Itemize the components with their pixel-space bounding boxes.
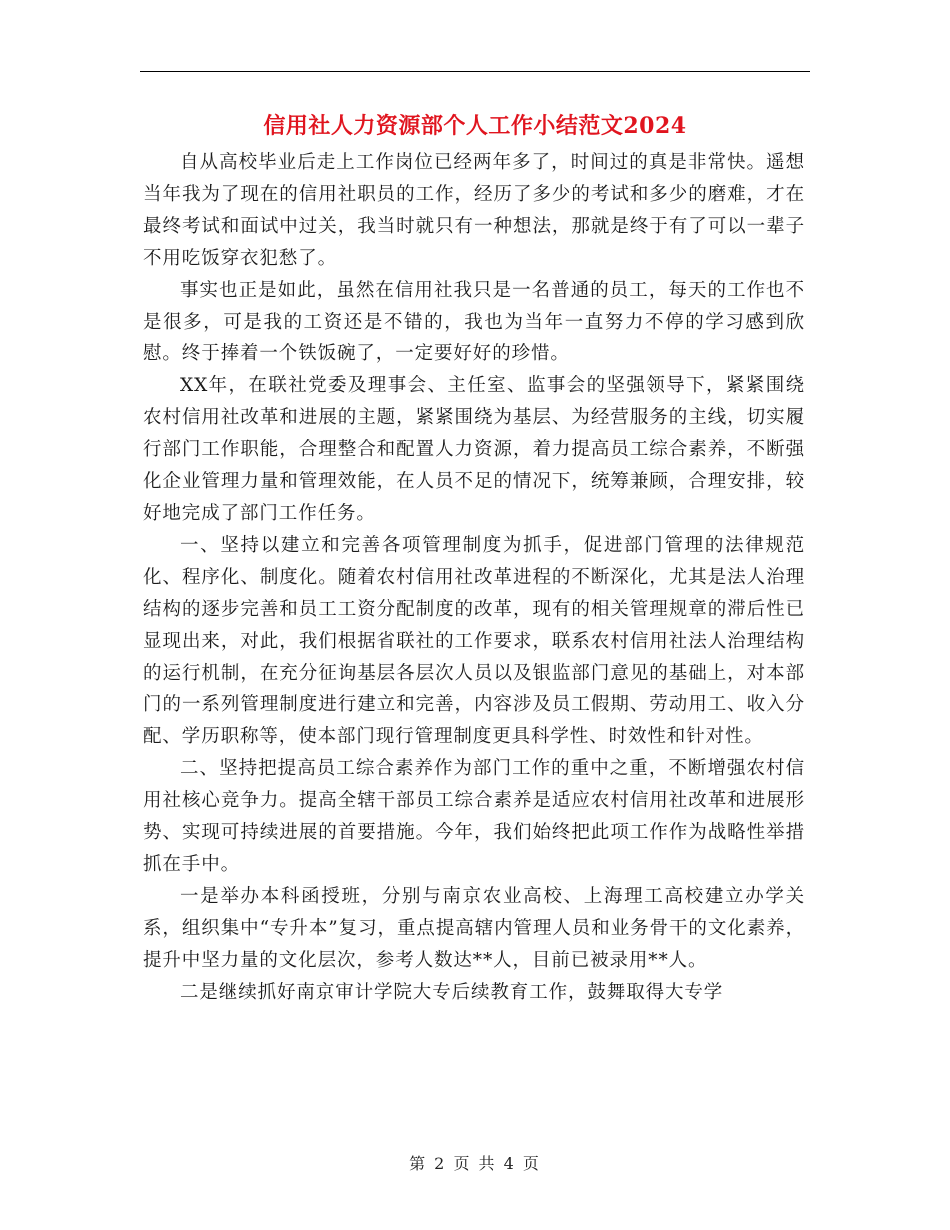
document-body [143, 147, 805, 1008]
document-title: 信用社人力资源部个人工作小结范文2024 [263, 113, 687, 139]
paragraph-summary: XX年，在联社党委及理事会、主任室、监事会的坚强领导下，紧紧围绕农村信用社改革和进展的主题，紧紧围绕为基层、为经营服务的主线，切实履行部门工作职能，合理整合和配置人力资源，着力提高员工综合素养，不断强化企业管理力量和管理效能，在人员不足的情况下，统筹兼顾，合理安排，较好地完成了部门工作任务。 [143, 375, 805, 524]
paragraph-intro: 自从高校毕业后走上工作岗位已经两年多了，时间过的真是非常快。遥想当年我为了现在的信用社职员的工作，经历了多少的考试和多少的磨难，才在最终考试和面试中过关，我当时就只有一种想法，那就是终于有了可以一辈子不用吃饭穿衣犯愁了。 [143, 152, 805, 269]
paragraph-item-two: 二是继续抓好南京审计学院大专后续教育工作，鼓舞取得大专学 [180, 981, 724, 1003]
header-rule [140, 71, 810, 72]
paragraph-section-two: 二、坚持把提高员工综合素养作为部门工作的重中之重，不断增强农村信用社核心竞争力。提高全辖干部员工综合素养是适应农村信用社改革和进展形势、实现可持续进展的首要措施。今年，我们始终把此项工作作为战略性举措抓在手中。 [143, 758, 805, 875]
paragraph-fact: 事实也正是如此，虽然在信用社我只是一名普通的员工，每天的工作也不是很多，可是我的工资还是不错的，我也为当年一直努力不停的学习感到欣慰。终于捧着一个铁饭碗了，一定要好好的珍惜。 [143, 279, 805, 365]
paragraph-section-one: 一、坚持以建立和完善各项管理制度为抓手，促进部门管理的法律规范化、程序化、制度化。随着农村信用社改革进程的不断深化，尤其是法人治理结构的逐步完善和员工工资分配制度的改革，现有的相关管理规章的滞后性已显现出来，对此，我们根据省联社的工作要求，联系农村信用社法人治理结构的运行机制，在充分征询基层各层次人员以及银监部门意见的基础上，对本部门的一系列管理制度进行建立和完善，内容涉及员工假期、劳动用工、收入分配、学历职称等，使本部门现行管理制度更具科学性、时效性和针对性。 [143, 534, 805, 748]
paragraph-item-one: 一是举办本科函授班，分别与南京农业高校、上海理工高校建立办学关系，组织集中“专升本”复习，重点提高辖内管理人员和业务骨干的文化素养，提升中坚力量的文化层次，参考人数达**人，目前已被录用**人。 [143, 885, 805, 971]
page-number: 第 2 页 共 4 页 [409, 1154, 541, 1173]
